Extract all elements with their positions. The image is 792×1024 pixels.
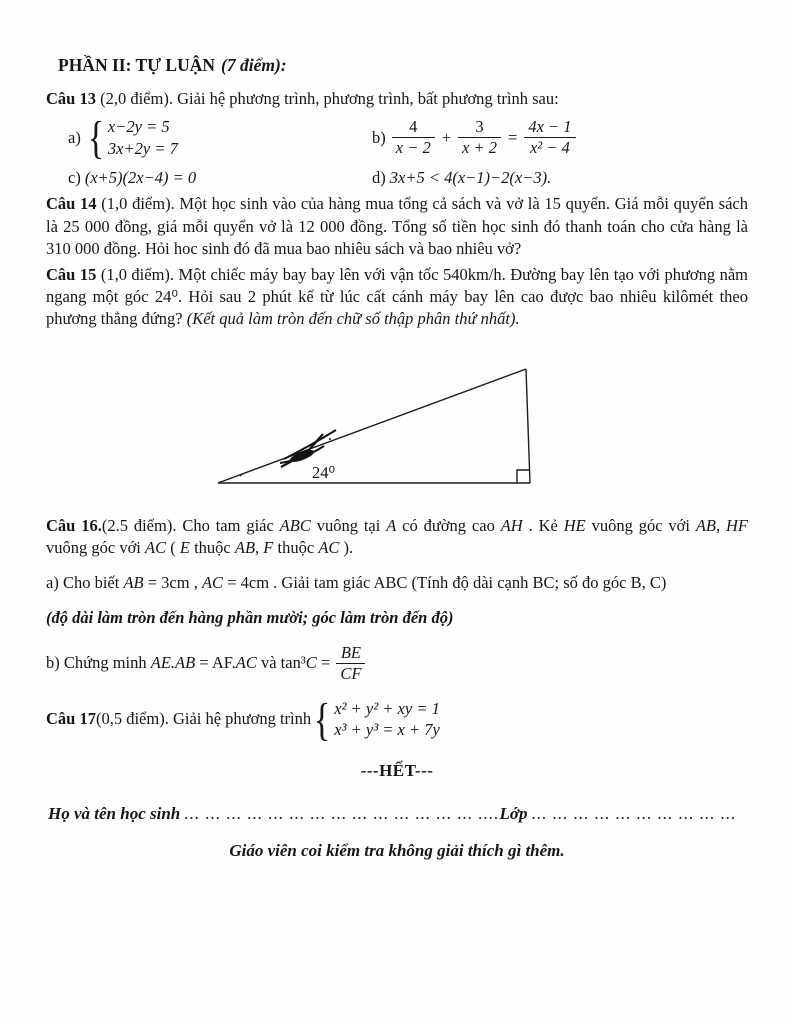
q13b-label: b) (372, 127, 386, 147)
denominator: CF (336, 663, 365, 684)
angle-label: 24⁰ (312, 462, 336, 482)
text-fragment: , (716, 515, 727, 535)
text-fragment: AC (235, 652, 257, 672)
q13c-eq: (x+5)(2x−4) = 0 (84, 167, 197, 187)
text-fragment: HF (726, 515, 749, 535)
name-dotted-line: ... ... ... ... ... ... ... ... ... ... ... ... ... ... .... (184, 804, 500, 824)
text-fragment: AB (123, 572, 144, 592)
q16-intro (46, 515, 748, 560)
numerator: 3 (475, 117, 484, 137)
text-fragment: Câu 16. (46, 515, 102, 535)
plus-operator: + (441, 127, 452, 147)
q13d-label: d) (372, 167, 386, 187)
fraction (524, 118, 575, 158)
q15-paragraph (46, 264, 748, 331)
teacher-note: Giáo viên coi kiểm tra không giải thích gì thêm. (229, 841, 565, 861)
q13-intro (46, 88, 748, 110)
text-fragment: ABC (279, 515, 311, 535)
text-fragment: = 3cm , (143, 572, 202, 592)
text-fragment: HE (563, 515, 586, 535)
text-fragment: = (316, 652, 335, 672)
text-fragment: có đường cao (396, 515, 501, 535)
text-fragment: (0,5 điểm). Giải hệ phương trình (95, 709, 312, 729)
q13a-equation (68, 112, 372, 164)
q13-intro-text: Giải hệ phương trình, phương trình, bất phương trình sau: (177, 88, 559, 108)
text-fragment: thuộc (189, 538, 235, 558)
text-fragment: (1,0 điểm). Một chiếc máy bay bay lên với vận tốc 540km/h. Đường bay lên tạo với phương nằm ngang một góc 24⁰. Hỏi sau 2 phút kể từ lúc cất cánh máy bay lên cao được bao nhiêu kilômét theo phương thẳng đứng? (46, 264, 749, 329)
student-name-line (48, 802, 748, 825)
text-fragment: Câu 17 (46, 709, 96, 729)
text-fragment: (Kết quả làm tròn đến chữ số thập phân thứ nhất). (186, 309, 520, 329)
text-fragment: = 4cm . Giải tam giác ABC (Tính độ dài cạnh BC; số đo góc B, C) (223, 572, 667, 592)
q13a-eq2: 3x+2y = 7 (107, 139, 178, 158)
q13c-equation (68, 167, 372, 189)
text-fragment: AB (234, 538, 256, 558)
text-fragment: thuộc (273, 538, 319, 558)
part-title: PHẦN II: TỰ LUẬN (58, 55, 216, 75)
q16-part-b (46, 644, 748, 684)
text-fragment: vuông tại (310, 515, 387, 535)
text-fragment: AB (695, 515, 717, 535)
triangle-svg (212, 363, 544, 491)
numerator: BE (340, 642, 361, 662)
text-fragment: E (179, 538, 190, 558)
q13-points: (2,0 điểm). (100, 88, 173, 108)
text-fragment: Câu 15 (46, 264, 101, 284)
q17-eq1: x² + y² + xy = 1 (334, 698, 440, 718)
class-label: Lớp (499, 804, 532, 824)
text-fragment: F (263, 538, 274, 558)
name-label: Họ và tên học sinh (48, 804, 185, 824)
text-fragment: (1,0 điểm). Một học sinh vào của hàng mua tổng cả sách và vở là 15 quyển. Giá mỗi quyển sách là 25 000 đồng, giá mỗi quyển vở là 12 000 đồng. Tổng số tiền học sinh đó thanh toán cho cửa hàng là 310 000 đồng. Hỏi hoc sinh đó đã mua bao nhiêu sách và bao nhiêu vở? (46, 194, 749, 259)
left-brace: { (313, 693, 331, 745)
triangle-hypotenuse (218, 369, 526, 483)
q17-system (311, 693, 440, 745)
text-fragment: , (255, 538, 264, 558)
text-fragment: AH (500, 515, 523, 535)
text-fragment: C (305, 652, 317, 672)
q17-paragraph (46, 693, 748, 745)
q13d-equation (372, 167, 748, 189)
numerator: 4 (409, 117, 418, 137)
text-fragment: b) Chứng minh (46, 652, 151, 672)
numerator: 4x − 1 (528, 117, 572, 137)
fraction (392, 118, 435, 158)
airplane-icon (280, 430, 336, 467)
text-fragment: ( (166, 538, 180, 558)
text-fragment: và tan³ (256, 652, 306, 672)
fraction (458, 118, 501, 158)
text-fragment: Câu 14 (46, 194, 102, 214)
right-angle-mark (517, 470, 530, 483)
denominator: x² − 4 (524, 137, 575, 158)
denominator: x − 2 (392, 137, 435, 158)
text-fragment: AC (201, 572, 224, 592)
q14-paragraph (46, 193, 748, 260)
q17-eq2: x³ + y³ = x + 7y (334, 720, 440, 740)
equals-operator: = (508, 127, 518, 147)
q16-rounding-note: (độ dài làm tròn đến hàng phần mười; góc làm tròn đến độ) (46, 608, 454, 628)
text-fragment: AC (145, 538, 167, 558)
q13d-eq: 3x+5 < 4(x−1)−2(x−3). (389, 167, 552, 187)
q13-equations (68, 112, 748, 189)
q16-part-a (46, 572, 748, 594)
q13b-equation (372, 118, 748, 158)
fraction (336, 644, 365, 684)
text-fragment: vuông góc với (46, 538, 146, 558)
denominator: x + 2 (458, 137, 501, 158)
text-fragment: ). (339, 538, 354, 558)
part-header (58, 54, 748, 78)
text-fragment: A (386, 515, 397, 535)
q13a-label: a) (68, 127, 81, 147)
text-fragment: AE.AB (150, 652, 196, 672)
text-fragment: = AF. (195, 652, 236, 672)
q13-row-2 (68, 167, 748, 189)
q13a-eq1: x−2y = 5 (107, 117, 170, 137)
q13a-system (85, 112, 178, 164)
text-fragment: (2.5 điểm). Cho tam giác (101, 515, 280, 535)
triangle-vertical-side (526, 369, 530, 483)
q13-label: Câu 13 (46, 88, 96, 108)
q13c-label: c) (68, 167, 81, 187)
triangle-figure (212, 363, 544, 491)
text-fragment: AC (318, 538, 340, 558)
left-brace: { (87, 112, 105, 164)
q17-text (46, 708, 311, 730)
class-dotted-line: ... ... ... ... ... ... ... ... ... ... (531, 804, 737, 824)
text-fragment: . Kẻ (522, 515, 564, 535)
text-fragment: a) Cho biết (46, 572, 124, 592)
part-points: (7 điểm): (221, 55, 287, 75)
q13-row-1 (68, 112, 748, 164)
q16b-text (46, 652, 334, 671)
end-marker: ---HẾT--- (360, 761, 434, 781)
text-fragment: vuông góc với (585, 515, 696, 535)
